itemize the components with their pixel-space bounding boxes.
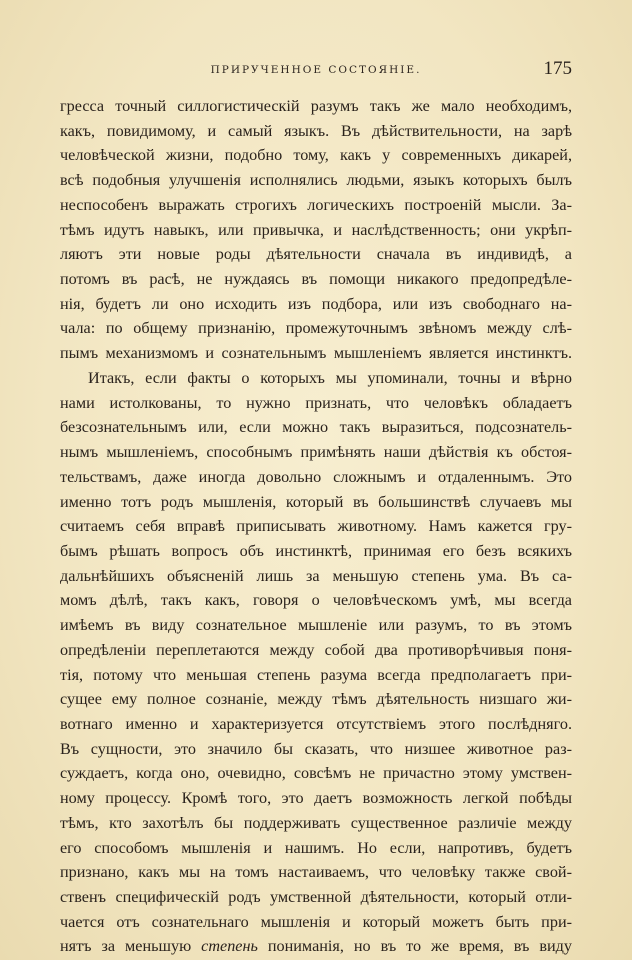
text-line: ственъ специфическій родъ умственной дѣятельности, который отли-: [60, 888, 572, 906]
text-line: тія, потому что меньшая степень разума всегда предполагаетъ при-: [60, 665, 572, 684]
italic-word: степень: [201, 937, 258, 956]
text-line: потомъ въ расѣ, не нуждаясь въ помощи никакого предопредѣле-: [60, 270, 572, 289]
text-line: пымъ механизмомъ и сознательнымъ мышленіемъ является инстинктъ.: [60, 344, 572, 363]
text-line: ному процессу. Кромѣ того, это даетъ возможность легкой побѣды: [60, 789, 572, 808]
text-line: момъ дѣлѣ, такъ какъ, говоря о человѣческомъ умѣ, мы всегда: [60, 591, 572, 610]
text-line: тѣмъ идутъ навыкъ, или привычка, и наслѣдственность; они укрѣп-: [60, 220, 572, 239]
text-line: Въ сущности, это значило бы сказать, что низшее животное раз-: [60, 739, 572, 758]
running-head: ПРИРУЧЕННОЕ СОСТОЯНІЕ.: [210, 64, 422, 76]
text-line: неспособенъ выражать строгихъ логическихъ построеній мысли. За-: [60, 195, 572, 214]
text-line: чала: по общему признанію, промежуточнымъ звѣномъ между слѣ-: [60, 319, 572, 338]
text-line: его способомъ мышленія и нашимъ. Но если, напротивъ, будетъ: [60, 838, 572, 857]
text-line: ляютъ эти новые роды дѣятельности сначала въ индивидѣ, а: [60, 245, 572, 264]
text-line: бымъ рѣшать вопросъ объ инстинктѣ, принимая его безъ всякихъ: [60, 541, 572, 560]
text-line: сущее ему полное сознаніе, между тѣмъ дѣятельность низшаго жи-: [60, 690, 572, 709]
text-line: тѣмъ, кто захотѣлъ бы поддерживать существенное различіе между: [60, 813, 572, 832]
text-line: дальнѣйшихъ объясненій лишь за меньшую степень ума. Въ са-: [60, 566, 572, 585]
text-line: признано, какъ мы на томъ настаиваемъ, что человѣку также свой-: [60, 863, 572, 882]
text-line: всѣ подобныя улучшенія исполнялись людьми, языкъ которыхъ былъ: [60, 171, 572, 190]
text-line: какъ, повидимому, и самый языкъ. Въ дѣйствительности, на зарѣ: [60, 121, 572, 140]
last-line-start: нятъ за меньшую: [60, 937, 202, 956]
page-header: [60, 58, 572, 82]
text-line: нія, будетъ ли оно исходить изъ подбора, или изъ свободнаго на-: [60, 294, 572, 313]
text-line: суждаетъ, когда оно, очевидно, совсѣмъ не причастно этому умствен-: [60, 764, 572, 783]
body-text: [60, 94, 572, 959]
last-line-end: пониманія, но въ то же время, въ виду: [257, 937, 572, 956]
text-line: нымъ мышленіемъ, способнымъ примѣнять наши дѣйствія къ обстоя-: [60, 443, 572, 462]
text-line-last: [60, 934, 572, 959]
text-line: нами истолкованы, то нужно признать, что человѣкъ обладаетъ: [60, 393, 572, 412]
text-line: человѣческой жизни, подобно тому, какъ у современныхъ дикарей,: [60, 146, 572, 165]
page-number: 175: [543, 58, 572, 79]
text-line: безсознательнымъ или, если можно такъ выразиться, подсознатель-: [60, 418, 572, 437]
text-line: гресса точный силлогистическій разумъ такъ же мало необходимъ,: [60, 97, 572, 115]
text-line: вотнаго именно и характеризуется отсутствіемъ этого послѣдняго.: [60, 714, 572, 733]
text-line: опредѣленіи переплетаются между собой два противорѣчивыя поня-: [60, 640, 572, 659]
text-line: чается отъ сознательнаго мышленія и который можетъ быть при-: [60, 912, 572, 931]
text-line: именно тотъ родъ мышленія, который въ большинствѣ случаевъ мы: [60, 492, 572, 511]
text-line: имѣемъ въ виду сознательное мышленіе или разумъ, то въ этомъ: [60, 616, 572, 635]
paragraph-start-line: Итакъ, если факты о которыхъ мы упоминали, точны и вѣрно: [88, 368, 572, 387]
text-line: тельствамъ, даже иногда довольно сложнымъ и отдаленнымъ. Это: [60, 467, 572, 486]
text-line: считаемъ себя вправѣ приписывать животному. Намъ кажется гру-: [60, 517, 572, 536]
